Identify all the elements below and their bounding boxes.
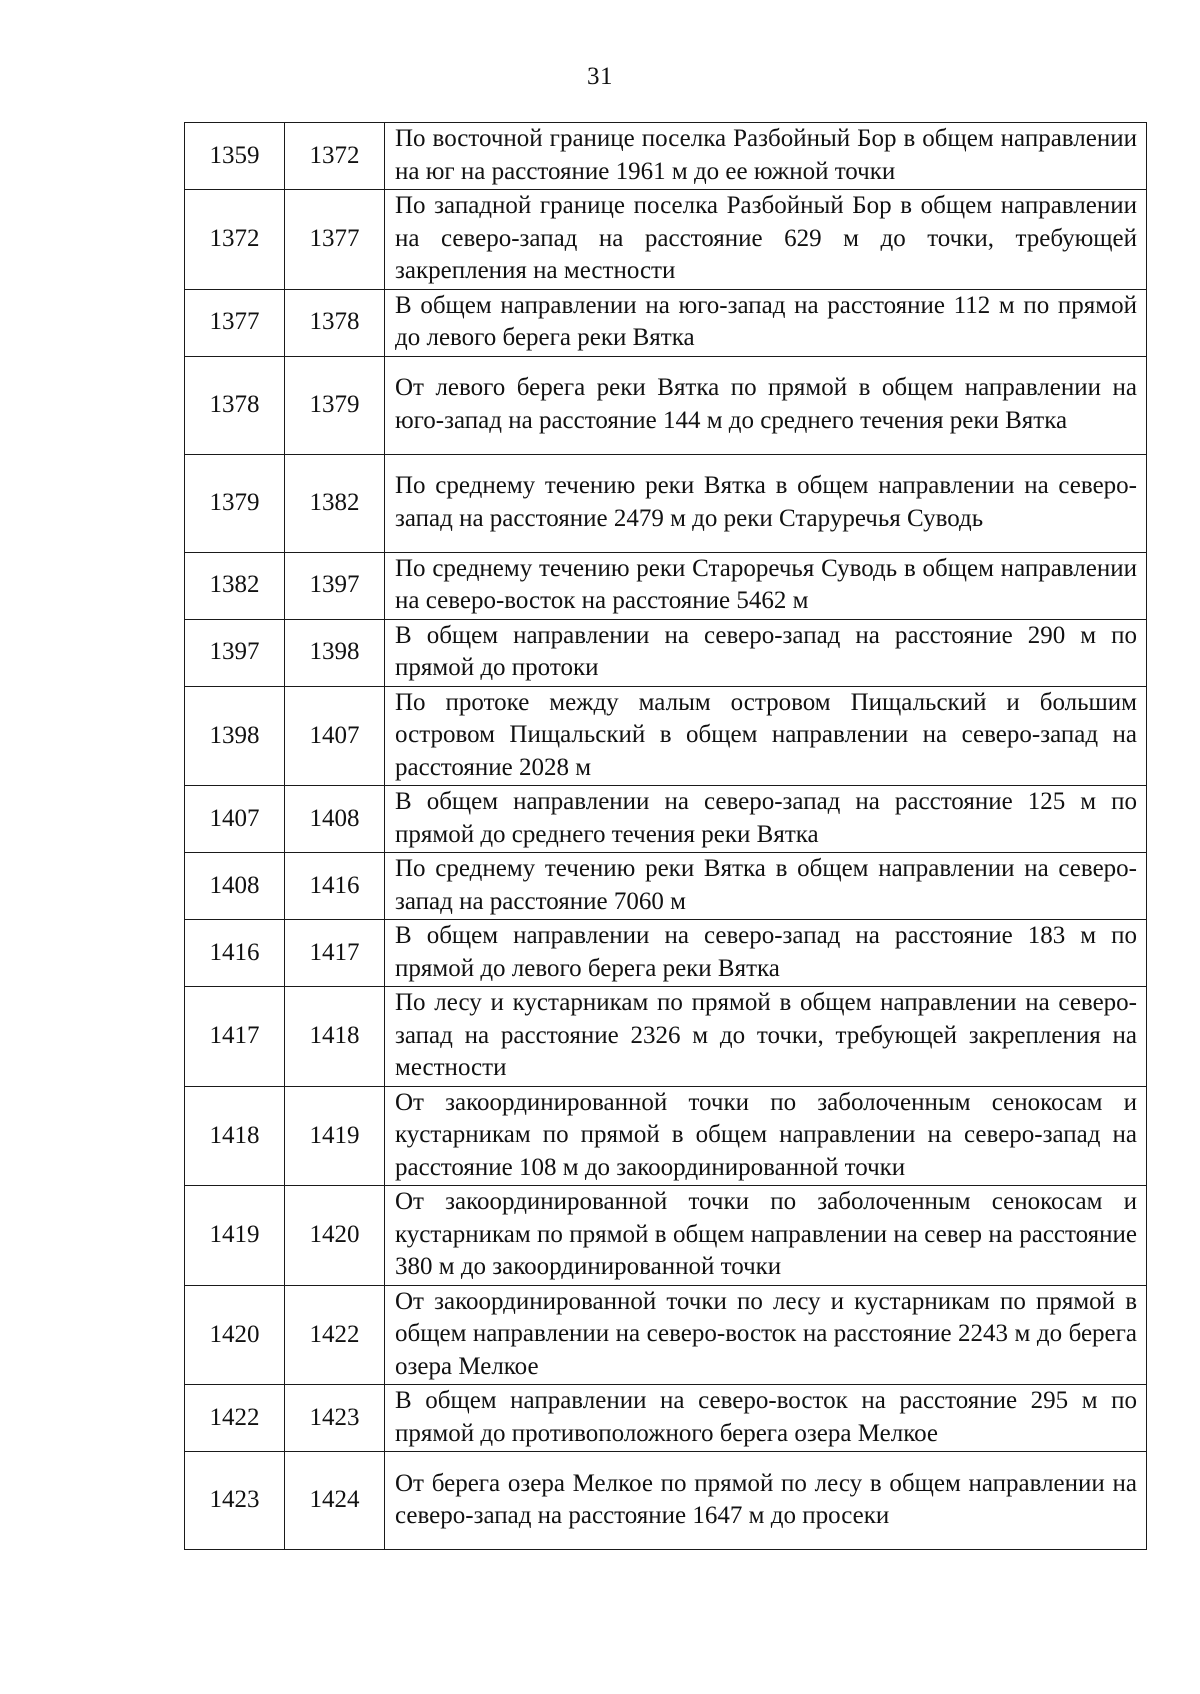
start-point-cell: 1379	[185, 454, 285, 552]
end-point-cell: 1423	[285, 1385, 385, 1452]
end-point-cell: 1422	[285, 1285, 385, 1385]
segment-description: В общем направлении на юго-запад на расстояние 112 м по прямой до левого берега реки Вятка	[395, 291, 1137, 351]
table-row	[185, 920, 1147, 987]
segment-description: От берега озера Мелкое по прямой по лесу в общем направлении на северо-запад на расстояние 1647 м до просеки	[395, 1469, 1137, 1529]
segment-description: По лесу и кустарникам по прямой в общем направлении на северо-запад на расстояние 2326 м до точки, требующей закрепления на местности	[395, 989, 1137, 1081]
table-row	[185, 1186, 1147, 1286]
segment-description-cell	[385, 454, 1147, 552]
segment-description: От закоординированной точки по лесу и кустарникам по прямой в общем направлении на северо-восток на расстояние 2243 м до берега озера Мелкое	[395, 1287, 1137, 1380]
table-row	[185, 356, 1147, 454]
end-point-cell: 1379	[285, 356, 385, 454]
page-number: 31	[587, 63, 613, 90]
segment-description: По среднему течению реки Староречья Суводь в общем направлении на северо-восток на расстояние 5462 м	[395, 554, 1137, 614]
start-point-cell: 1398	[185, 686, 285, 786]
segment-description-cell	[385, 853, 1147, 920]
segment-description: От закоординированной точки по заболоченным сенокосам и кустарникам по прямой в общем направлении на северо-запад на расстояние 108 м до закоординированной точки	[395, 1088, 1137, 1181]
start-point-cell: 1397	[185, 619, 285, 686]
segment-description: В общем направлении на северо-запад на расстояние 290 м по прямой до протоки	[395, 621, 1137, 681]
segment-description-cell	[385, 987, 1147, 1087]
start-point-cell: 1408	[185, 853, 285, 920]
start-point-cell: 1377	[185, 289, 285, 356]
end-point-cell: 1377	[285, 190, 385, 290]
table-row	[185, 987, 1147, 1087]
start-point-cell: 1359	[185, 123, 285, 190]
end-point-cell: 1372	[285, 123, 385, 190]
end-point-cell: 1420	[285, 1186, 385, 1286]
end-point-cell: 1419	[285, 1086, 385, 1186]
segment-description-cell	[385, 289, 1147, 356]
segment-description-cell	[385, 1452, 1147, 1550]
table-row	[185, 1086, 1147, 1186]
segment-description: По восточной границе поселка Разбойный Бор в общем направлении на юг на расстояние 1961 м до ее южной точки	[395, 125, 1137, 185]
end-point-cell: 1416	[285, 853, 385, 920]
table-row	[185, 552, 1147, 619]
end-point-cell: 1398	[285, 619, 385, 686]
segment-description-cell	[385, 920, 1147, 987]
segment-description-cell	[385, 552, 1147, 619]
segment-description-cell	[385, 1285, 1147, 1385]
start-point-cell: 1378	[185, 356, 285, 454]
segment-description-cell	[385, 190, 1147, 290]
segment-description-cell	[385, 356, 1147, 454]
table-row	[185, 289, 1147, 356]
segment-description-cell	[385, 1086, 1147, 1186]
end-point-cell: 1397	[285, 552, 385, 619]
table-row	[185, 1285, 1147, 1385]
end-point-cell: 1417	[285, 920, 385, 987]
segment-description: В общем направлении на северо-запад на расстояние 183 м по прямой до левого берега реки Вятка	[395, 922, 1137, 982]
start-point-cell: 1372	[185, 190, 285, 290]
table-row	[185, 853, 1147, 920]
start-point-cell: 1407	[185, 786, 285, 853]
segment-description: В общем направлении на северо-восток на расстояние 295 м по прямой до противоположного берега озера Мелкое	[395, 1387, 1137, 1447]
start-point-cell: 1417	[185, 987, 285, 1087]
segment-description-cell	[385, 686, 1147, 786]
table-row	[185, 454, 1147, 552]
segment-description-cell	[385, 619, 1147, 686]
table-row	[185, 190, 1147, 290]
boundary-description-table	[184, 122, 1147, 1550]
segment-description-cell	[385, 123, 1147, 190]
start-point-cell: 1423	[185, 1452, 285, 1550]
table-body	[185, 123, 1147, 1550]
start-point-cell: 1382	[185, 552, 285, 619]
segment-description: По среднему течению реки Вятка в общем направлении на северо-запад на расстояние 2479 м до реки Старуречья Суводь	[395, 472, 1137, 532]
segment-description-cell	[385, 1385, 1147, 1452]
end-point-cell: 1424	[285, 1452, 385, 1550]
table-row	[185, 786, 1147, 853]
start-point-cell: 1416	[185, 920, 285, 987]
end-point-cell: 1407	[285, 686, 385, 786]
segment-description-cell	[385, 786, 1147, 853]
segment-description: По протоке между малым островом Пищальский и большим островом Пищальский в общем направлении на северо-запад на расстояние 2028 м	[395, 688, 1137, 781]
table-row	[185, 1385, 1147, 1452]
table-row	[185, 123, 1147, 190]
start-point-cell: 1422	[185, 1385, 285, 1452]
end-point-cell: 1378	[285, 289, 385, 356]
segment-description: От закоординированной точки по заболоченным сенокосам и кустарникам по прямой в общем направлении на север на расстояние 380 м до закоординированной точки	[395, 1188, 1137, 1280]
start-point-cell: 1420	[185, 1285, 285, 1385]
segment-description-cell	[385, 1186, 1147, 1286]
end-point-cell: 1408	[285, 786, 385, 853]
table-row	[185, 619, 1147, 686]
table-row	[185, 1452, 1147, 1550]
end-point-cell: 1418	[285, 987, 385, 1087]
segment-description: По западной границе поселка Разбойный Бор в общем направлении на северо-запад на расстояние 629 м до точки, требующей закрепления на местности	[395, 192, 1137, 284]
start-point-cell: 1419	[185, 1186, 285, 1286]
segment-description: По среднему течению реки Вятка в общем направлении на северо-запад на расстояние 7060 м	[395, 855, 1137, 915]
segment-description: В общем направлении на северо-запад на расстояние 125 м по прямой до среднего течения реки Вятка	[395, 788, 1137, 848]
table-row	[185, 686, 1147, 786]
end-point-cell: 1382	[285, 454, 385, 552]
segment-description: От левого берега реки Вятка по прямой в общем направлении на юго-запад на расстояние 144 м до среднего течения реки Вятка	[395, 374, 1137, 434]
start-point-cell: 1418	[185, 1086, 285, 1186]
